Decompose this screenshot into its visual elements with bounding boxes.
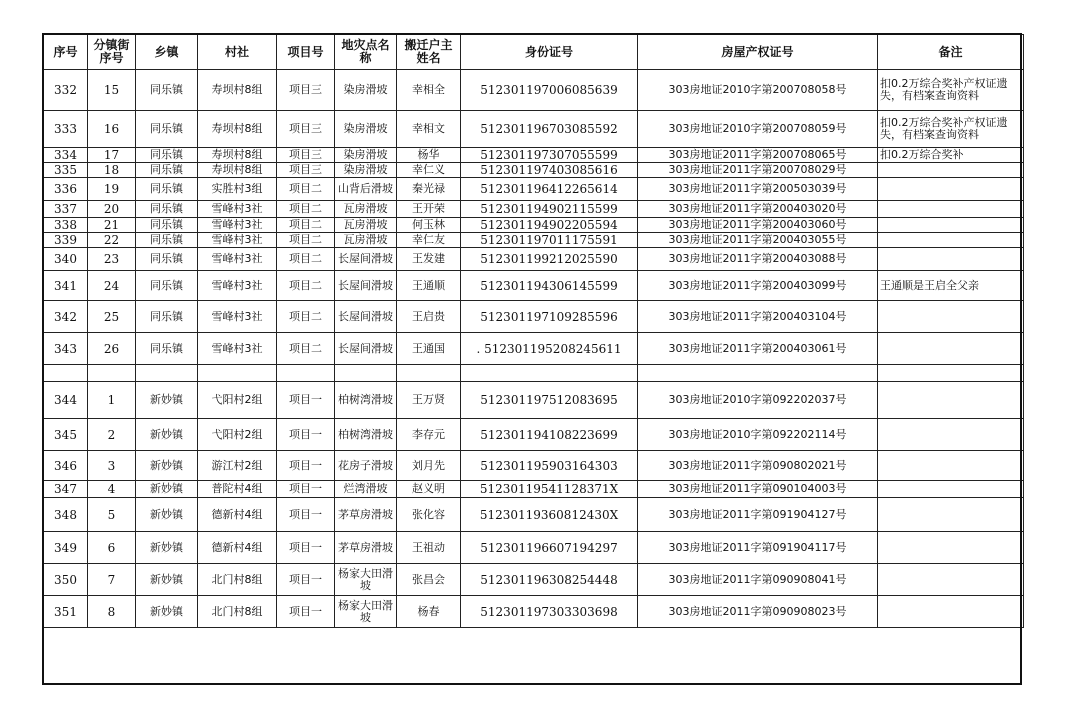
deed-number-cell: 303房地证2011字第200403099号: [638, 271, 878, 301]
sub-seq-cell: 21: [88, 218, 136, 233]
deed-number-cell: 303房地证2011字第200403060号: [638, 218, 878, 233]
project-cell: 项目一: [277, 532, 335, 564]
seq-cell: 351: [44, 596, 88, 628]
town-cell: 新妙镇: [136, 498, 198, 532]
seq-cell: 338: [44, 218, 88, 233]
id-number-cell: 51230119360812430X: [461, 498, 638, 532]
owner-cell: 幸仁义: [397, 163, 461, 178]
town-cell: 新妙镇: [136, 481, 198, 498]
header-owner: 搬迁户主姓名: [397, 35, 461, 70]
remarks-cell: [878, 382, 1024, 419]
header-project: 项目号: [277, 35, 335, 70]
town-cell: 新妙镇: [136, 382, 198, 419]
deed-number-cell: 303房地证2010字第200708058号: [638, 70, 878, 111]
deed-number-cell: 303房地证2011字第200403020号: [638, 201, 878, 218]
owner-cell: 幸相全: [397, 70, 461, 111]
project-cell: 项目二: [277, 201, 335, 218]
header-seq: 序号: [44, 35, 88, 70]
town-cell: 同乐镇: [136, 301, 198, 333]
project-cell: [277, 365, 335, 382]
village-cell: 雪峰村3社: [198, 248, 277, 271]
id-number-cell: 512301197403085616: [461, 163, 638, 178]
village-cell: 弋阳村2组: [198, 419, 277, 451]
site-cell: 烂湾滑坡: [335, 481, 397, 498]
project-cell: 项目一: [277, 498, 335, 532]
owner-cell: 幸相文: [397, 111, 461, 148]
site-cell: 柏树湾滑坡: [335, 382, 397, 419]
town-cell: [136, 365, 198, 382]
owner-cell: 何玉林: [397, 218, 461, 233]
owner-cell: 王通国: [397, 333, 461, 365]
table-row: [44, 498, 1024, 532]
town-cell: 同乐镇: [136, 333, 198, 365]
village-cell: 雪峰村3社: [198, 271, 277, 301]
remarks-cell: [878, 451, 1024, 481]
sub-seq-cell: 7: [88, 564, 136, 596]
id-number-cell: 512301196412265614: [461, 178, 638, 201]
project-cell: 项目一: [277, 481, 335, 498]
village-cell: 弋阳村2组: [198, 382, 277, 419]
sub-seq-cell: 4: [88, 481, 136, 498]
table-row: [44, 481, 1024, 498]
header-site: 地灾点名称: [335, 35, 397, 70]
remarks-cell: [878, 481, 1024, 498]
project-cell: 项目二: [277, 178, 335, 201]
id-number-cell: . 512301195208245611: [461, 333, 638, 365]
seq-cell: 341: [44, 271, 88, 301]
project-cell: 项目二: [277, 333, 335, 365]
village-cell: 寿坝村8组: [198, 70, 277, 111]
deed-number-cell: 303房地证2011字第200503039号: [638, 178, 878, 201]
site-cell: 茅草房滑坡: [335, 532, 397, 564]
header-village: 村社: [198, 35, 277, 70]
sub-seq-cell: 1: [88, 382, 136, 419]
remarks-cell: [878, 419, 1024, 451]
seq-cell: 335: [44, 163, 88, 178]
project-cell: 项目一: [277, 564, 335, 596]
table-row: [44, 301, 1024, 333]
village-cell: 雪峰村3社: [198, 201, 277, 218]
village-cell: 雪峰村3社: [198, 301, 277, 333]
table-row: [44, 419, 1024, 451]
deed-number-cell: 303房地证2011字第200403088号: [638, 248, 878, 271]
sub-seq-cell: 16: [88, 111, 136, 148]
deed-number-cell: 303房地证2011字第090908041号: [638, 564, 878, 596]
id-number-cell: 512301197006085639: [461, 70, 638, 111]
remarks-cell: [878, 333, 1024, 365]
remarks-cell: [878, 218, 1024, 233]
village-cell: 北门村8组: [198, 596, 277, 628]
deed-number-cell: 303房地证2010字第092202114号: [638, 419, 878, 451]
sub-seq-cell: 22: [88, 233, 136, 248]
site-cell: 杨家大田滑坡: [335, 564, 397, 596]
deed-number-cell: 303房地证2011字第090908023号: [638, 596, 878, 628]
site-cell: 染房滑坡: [335, 163, 397, 178]
seq-cell: 342: [44, 301, 88, 333]
table-row: [44, 271, 1024, 301]
town-cell: 同乐镇: [136, 271, 198, 301]
sub-seq-cell: 19: [88, 178, 136, 201]
site-cell: 杨家大田滑坡: [335, 596, 397, 628]
id-number-cell: 512301197011175591: [461, 233, 638, 248]
village-cell: 游江村2组: [198, 451, 277, 481]
town-cell: 同乐镇: [136, 248, 198, 271]
deed-number-cell: 303房地证2011字第090104003号: [638, 481, 878, 498]
town-cell: 同乐镇: [136, 111, 198, 148]
project-cell: 项目二: [277, 233, 335, 248]
sub-seq-cell: 18: [88, 163, 136, 178]
table-row: [44, 233, 1024, 248]
seq-cell: 348: [44, 498, 88, 532]
id-number-cell: 512301194306145599: [461, 271, 638, 301]
owner-cell: 张昌会: [397, 564, 461, 596]
village-cell: 雪峰村3社: [198, 333, 277, 365]
header-id-number: 身份证号: [461, 35, 638, 70]
site-cell: 长屋间滑坡: [335, 301, 397, 333]
site-cell: 茅草房滑坡: [335, 498, 397, 532]
owner-cell: 张化容: [397, 498, 461, 532]
header-sub-seq: 分镇街序号: [88, 35, 136, 70]
sub-seq-cell: 25: [88, 301, 136, 333]
seq-cell: 350: [44, 564, 88, 596]
seq-cell: 340: [44, 248, 88, 271]
relocation-register-table: [43, 34, 1024, 628]
owner-cell: 赵义明: [397, 481, 461, 498]
owner-cell: 王发建: [397, 248, 461, 271]
site-cell: 山背后滑坡: [335, 178, 397, 201]
table-row: [44, 451, 1024, 481]
town-cell: 同乐镇: [136, 70, 198, 111]
table-row: [44, 382, 1024, 419]
owner-cell: 幸仁友: [397, 233, 461, 248]
seq-cell: 336: [44, 178, 88, 201]
site-cell: 染房滑坡: [335, 111, 397, 148]
header-row: [44, 35, 1024, 70]
remarks-cell: [878, 564, 1024, 596]
sub-seq-cell: 23: [88, 248, 136, 271]
remarks-cell: [878, 178, 1024, 201]
owner-cell: 杨春: [397, 596, 461, 628]
sub-seq-cell: [88, 365, 136, 382]
village-cell: 寿坝村8组: [198, 163, 277, 178]
table-row: [44, 178, 1024, 201]
project-cell: 项目三: [277, 70, 335, 111]
id-number-cell: 512301199212025590: [461, 248, 638, 271]
town-cell: 同乐镇: [136, 218, 198, 233]
id-number-cell: 51230119541128371X: [461, 481, 638, 498]
owner-cell: 秦光禄: [397, 178, 461, 201]
owner-cell: 王通顺: [397, 271, 461, 301]
project-cell: 项目三: [277, 163, 335, 178]
deed-number-cell: 303房地证2011字第091904127号: [638, 498, 878, 532]
remarks-cell: [878, 163, 1024, 178]
village-cell: 普陀村4组: [198, 481, 277, 498]
table-body: [44, 70, 1024, 628]
deed-number-cell: [638, 365, 878, 382]
site-cell: 瓦房滑坡: [335, 218, 397, 233]
header-town: 乡镇: [136, 35, 198, 70]
project-cell: 项目一: [277, 451, 335, 481]
project-cell: 项目一: [277, 596, 335, 628]
table-row: [44, 365, 1024, 382]
town-cell: 新妙镇: [136, 419, 198, 451]
remarks-cell: [878, 365, 1024, 382]
deed-number-cell: 303房地证2011字第200403055号: [638, 233, 878, 248]
site-cell: 长屋间滑坡: [335, 333, 397, 365]
table-row: [44, 248, 1024, 271]
project-cell: 项目二: [277, 218, 335, 233]
town-cell: 新妙镇: [136, 564, 198, 596]
id-number-cell: 512301194108223699: [461, 419, 638, 451]
table-row: [44, 163, 1024, 178]
village-cell: 雪峰村3社: [198, 233, 277, 248]
id-number-cell: 512301197512083695: [461, 382, 638, 419]
remarks-cell: [878, 532, 1024, 564]
village-cell: [198, 365, 277, 382]
sub-seq-cell: 8: [88, 596, 136, 628]
seq-cell: 334: [44, 148, 88, 163]
sub-seq-cell: 26: [88, 333, 136, 365]
owner-cell: [397, 365, 461, 382]
project-cell: 项目二: [277, 271, 335, 301]
project-cell: 项目三: [277, 148, 335, 163]
sub-seq-cell: 20: [88, 201, 136, 218]
remarks-cell: 王通顺是王启全父亲: [878, 271, 1024, 301]
deed-number-cell: 303房地证2011字第200708065号: [638, 148, 878, 163]
seq-cell: 333: [44, 111, 88, 148]
id-number-cell: 512301197303303698: [461, 596, 638, 628]
town-cell: 新妙镇: [136, 451, 198, 481]
sub-seq-cell: 3: [88, 451, 136, 481]
id-number-cell: 512301196703085592: [461, 111, 638, 148]
deed-number-cell: 303房地证2011字第200708029号: [638, 163, 878, 178]
seq-cell: 339: [44, 233, 88, 248]
remarks-cell: 扣0.2万综合奖补产权证遗失，有档案查询资料: [878, 111, 1024, 148]
seq-cell: 344: [44, 382, 88, 419]
owner-cell: 王开荣: [397, 201, 461, 218]
town-cell: 同乐镇: [136, 148, 198, 163]
project-cell: 项目一: [277, 419, 335, 451]
table-row: [44, 564, 1024, 596]
remarks-cell: [878, 201, 1024, 218]
sub-seq-cell: 15: [88, 70, 136, 111]
remarks-cell: [878, 248, 1024, 271]
village-cell: 雪峰村3社: [198, 218, 277, 233]
sub-seq-cell: 5: [88, 498, 136, 532]
sub-seq-cell: 2: [88, 419, 136, 451]
header-deed-number: 房屋产权证号: [638, 35, 878, 70]
sub-seq-cell: 24: [88, 271, 136, 301]
site-cell: 染房滑坡: [335, 70, 397, 111]
deed-number-cell: 303房地证2011字第200403104号: [638, 301, 878, 333]
table-row: [44, 70, 1024, 111]
owner-cell: 杨华: [397, 148, 461, 163]
site-cell: 瓦房滑坡: [335, 201, 397, 218]
seq-cell: 349: [44, 532, 88, 564]
id-number-cell: 512301196607194297: [461, 532, 638, 564]
id-number-cell: [461, 365, 638, 382]
seq-cell: [44, 365, 88, 382]
town-cell: 同乐镇: [136, 233, 198, 248]
village-cell: 北门村8组: [198, 564, 277, 596]
project-cell: 项目三: [277, 111, 335, 148]
table-row: [44, 148, 1024, 163]
project-cell: 项目二: [277, 301, 335, 333]
sub-seq-cell: 6: [88, 532, 136, 564]
site-cell: [335, 365, 397, 382]
seq-cell: 346: [44, 451, 88, 481]
owner-cell: 刘月先: [397, 451, 461, 481]
town-cell: 新妙镇: [136, 532, 198, 564]
table-row: [44, 532, 1024, 564]
town-cell: 新妙镇: [136, 596, 198, 628]
table-row: [44, 111, 1024, 148]
remarks-cell: 扣0.2万综合奖补产权证遗失，有档案查询资料: [878, 70, 1024, 111]
town-cell: 同乐镇: [136, 178, 198, 201]
project-cell: 项目一: [277, 382, 335, 419]
owner-cell: 李存元: [397, 419, 461, 451]
owner-cell: 王启贵: [397, 301, 461, 333]
deed-number-cell: 303房地证2011字第200403061号: [638, 333, 878, 365]
seq-cell: 345: [44, 419, 88, 451]
table-row: [44, 596, 1024, 628]
remarks-cell: [878, 301, 1024, 333]
id-number-cell: 512301194902205594: [461, 218, 638, 233]
site-cell: 染房滑坡: [335, 148, 397, 163]
seq-cell: 337: [44, 201, 88, 218]
deed-number-cell: 303房地证2010字第200708059号: [638, 111, 878, 148]
village-cell: 德新村4组: [198, 532, 277, 564]
seq-cell: 347: [44, 481, 88, 498]
site-cell: 柏树湾滑坡: [335, 419, 397, 451]
header-remarks: 备注: [878, 35, 1024, 70]
seq-cell: 332: [44, 70, 88, 111]
site-cell: 花房子滑坡: [335, 451, 397, 481]
id-number-cell: 512301196308254448: [461, 564, 638, 596]
project-cell: 项目二: [277, 248, 335, 271]
remarks-cell: [878, 498, 1024, 532]
remarks-cell: [878, 233, 1024, 248]
deed-number-cell: 303房地证2011字第090802021号: [638, 451, 878, 481]
site-cell: 瓦房滑坡: [335, 233, 397, 248]
table-row: [44, 201, 1024, 218]
owner-cell: 王万贤: [397, 382, 461, 419]
seq-cell: 343: [44, 333, 88, 365]
site-cell: 长屋间滑坡: [335, 271, 397, 301]
town-cell: 同乐镇: [136, 163, 198, 178]
id-number-cell: 512301194902115599: [461, 201, 638, 218]
owner-cell: 王祖动: [397, 532, 461, 564]
remarks-cell: [878, 596, 1024, 628]
site-cell: 长屋间滑坡: [335, 248, 397, 271]
sub-seq-cell: 17: [88, 148, 136, 163]
id-number-cell: 512301197109285596: [461, 301, 638, 333]
village-cell: 德新村4组: [198, 498, 277, 532]
town-cell: 同乐镇: [136, 201, 198, 218]
deed-number-cell: 303房地证2010字第092202037号: [638, 382, 878, 419]
village-cell: 寿坝村8组: [198, 148, 277, 163]
id-number-cell: 512301197307055599: [461, 148, 638, 163]
table-row: [44, 218, 1024, 233]
id-number-cell: 512301195903164303: [461, 451, 638, 481]
village-cell: 寿坝村8组: [198, 111, 277, 148]
table-row: [44, 333, 1024, 365]
remarks-cell: 扣0.2万综合奖补: [878, 148, 1024, 163]
deed-number-cell: 303房地证2011字第091904117号: [638, 532, 878, 564]
village-cell: 实胜村3组: [198, 178, 277, 201]
